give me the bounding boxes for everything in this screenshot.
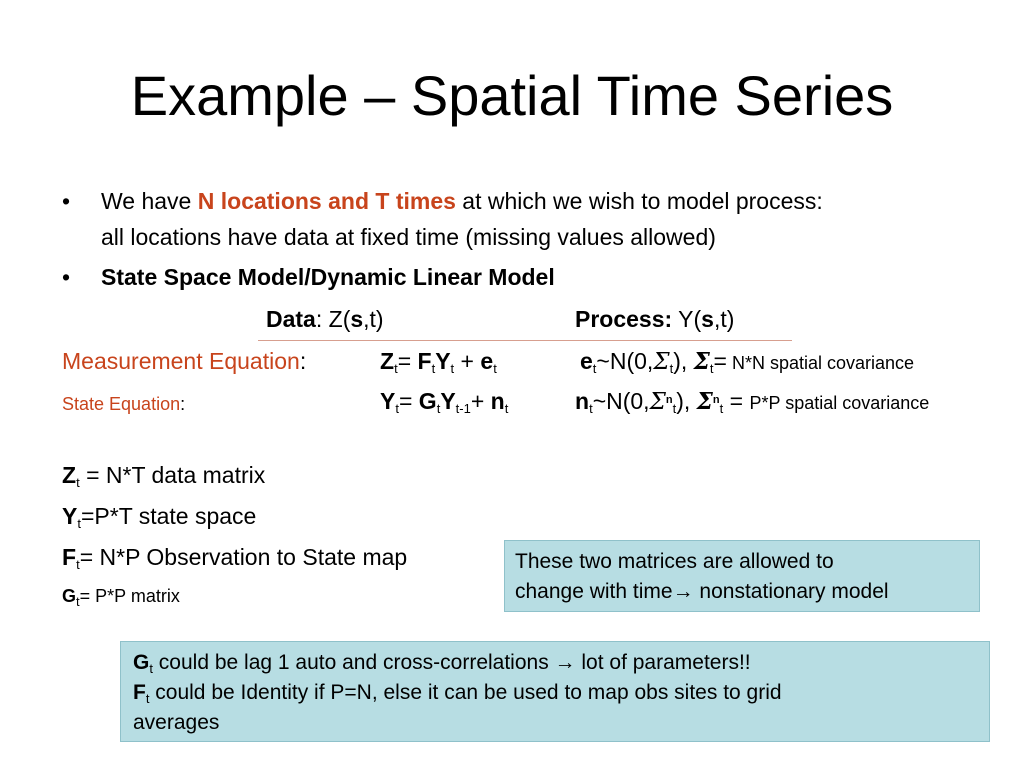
meas-e2: e (580, 348, 593, 374)
note-box-nonstationary (504, 540, 980, 612)
state-close: ), (676, 388, 691, 414)
bullet-1-prefix: We have (101, 188, 192, 214)
state-desc: P*P spatial covariance (749, 393, 930, 413)
definition-y (62, 501, 256, 531)
meas-y-sub: t (450, 361, 455, 376)
arrow-right-icon: → (672, 580, 694, 603)
bullet-1-marker: • (62, 188, 71, 214)
state-error-dist (575, 386, 929, 418)
bullet-1-suffix: at which we wish to model process: (462, 188, 823, 214)
meas-desc: N*N spatial covariance (726, 353, 915, 373)
meas-dist: ~N(0, (596, 348, 654, 374)
bullet-2-text: State Space Model/Dynamic Linear Model (101, 264, 555, 290)
state-plus: + (470, 388, 485, 414)
measurement-colon: : (299, 348, 307, 374)
def-f-text: = N*P Observation to State map (79, 544, 408, 570)
definition-z (62, 460, 265, 490)
process-s: s (701, 306, 714, 332)
meas-e: e (480, 348, 494, 374)
note-f-sym: F (133, 681, 146, 704)
meas-e2-sub: t (592, 361, 597, 376)
def-f-sym: F (62, 544, 77, 570)
meas-f: F (417, 348, 432, 374)
process-label: Process: (575, 306, 673, 332)
state-g-sub: t (436, 401, 441, 416)
def-z-text: = N*T data matrix (79, 462, 266, 488)
state-y2: Y (440, 388, 456, 414)
meas-z: Z (380, 348, 395, 374)
arrow-right-icon: → (554, 651, 576, 674)
def-y-sym: Y (62, 503, 78, 529)
state-equation (380, 386, 508, 416)
state-eq2: = (723, 388, 750, 414)
state-dist: ~N(0, (592, 388, 650, 414)
process-label-line (575, 304, 734, 334)
definition-f (62, 542, 407, 572)
note-box-parameters (120, 641, 990, 742)
state-g: G (418, 388, 437, 414)
state-y-sub: t (395, 401, 399, 416)
meas-plus: + (454, 348, 481, 374)
state-sigma-sub: t (672, 401, 677, 416)
note-right-line-1: These two matrices are allowed to (515, 550, 834, 573)
note-right-line-2a: change with time (515, 580, 673, 603)
bullet-1-line-1 (101, 186, 823, 216)
def-g-sub: t (76, 594, 80, 609)
meas-eq: = (397, 348, 412, 374)
meas-y: Y (435, 348, 451, 374)
note-bottom-line-3: averages (133, 711, 220, 734)
def-z-sub: t (76, 475, 80, 490)
note-g-sym: G (133, 651, 150, 674)
process-expr-close: ,t) (713, 306, 735, 332)
data-expr-open: : Z( (315, 306, 351, 332)
measurement-error-dist (580, 346, 914, 378)
state-y2-sub: t-1 (455, 401, 471, 416)
note-bottom-line-1 (133, 648, 977, 678)
def-z-sym: Z (62, 462, 77, 488)
def-y-text: =P*T state space (80, 503, 257, 529)
measurement-label-text: Measurement Equation (62, 348, 300, 374)
def-g-text: = P*P matrix (79, 586, 180, 606)
data-s: s (350, 306, 364, 332)
note-right-line-2b: nonstationary model (693, 580, 889, 603)
state-eq: = (398, 388, 413, 414)
bullet-2-marker: • (62, 264, 71, 290)
def-y-sub: t (77, 516, 81, 531)
data-label-line (266, 304, 384, 334)
def-g-sym: G (62, 586, 77, 606)
meas-f-sub: t (431, 361, 436, 376)
state-sigma-sup: n (665, 394, 673, 406)
note-bottom-line-2-text: could be Identity if P=N, else it can be used to map obs sites to grid (149, 681, 782, 704)
note-f-sub: t (145, 691, 150, 706)
state-n-sub: t (504, 401, 509, 416)
state-sigma2-sup: n (712, 394, 720, 406)
state-sigma2-sub: t (719, 401, 724, 416)
state-n2-sub: t (589, 401, 593, 416)
note-bottom-line-1a: could be lag 1 auto and cross-correlations (152, 651, 555, 674)
meas-eq2: = (713, 348, 727, 374)
state-n: n (490, 388, 505, 414)
state-sigma: Σ (649, 389, 666, 415)
state-colon: : (180, 394, 186, 414)
note-bottom-line-1b: lot of parameters!! (575, 651, 751, 674)
bullet-1-highlight: N locations and T times (197, 188, 456, 214)
slide-title: Example – Spatial Time Series (130, 64, 894, 127)
note-g-sub: t (149, 661, 153, 676)
data-expr-close: ,t) (363, 306, 384, 332)
definition-g (62, 581, 180, 611)
state-equation-label (62, 389, 185, 419)
note-right-line-2 (515, 577, 969, 607)
def-f-sub: t (76, 557, 80, 572)
state-label-text: State Equation (62, 394, 181, 414)
state-y: Y (380, 388, 396, 414)
meas-sigma-sub: t (669, 361, 674, 376)
bullet-1-line-2: all locations have data at fixed time (missing values allowed) (101, 224, 716, 250)
state-sigma2: Σ (696, 388, 713, 415)
note-bottom-line-2 (133, 678, 977, 708)
measurement-equation (380, 346, 497, 376)
meas-sigma2: Σ (693, 348, 710, 375)
data-label: Data (266, 306, 316, 332)
meas-z-sub: t (394, 361, 398, 376)
header-divider (258, 340, 792, 341)
meas-e-sub: t (493, 361, 497, 376)
meas-sigma: Σ (653, 349, 670, 375)
measurement-equation-label (62, 346, 306, 376)
process-expr-open: Y( (672, 306, 702, 332)
state-n2: n (575, 388, 590, 414)
meas-sigma2-sub: t (709, 361, 714, 376)
meas-close: ), (673, 348, 688, 374)
